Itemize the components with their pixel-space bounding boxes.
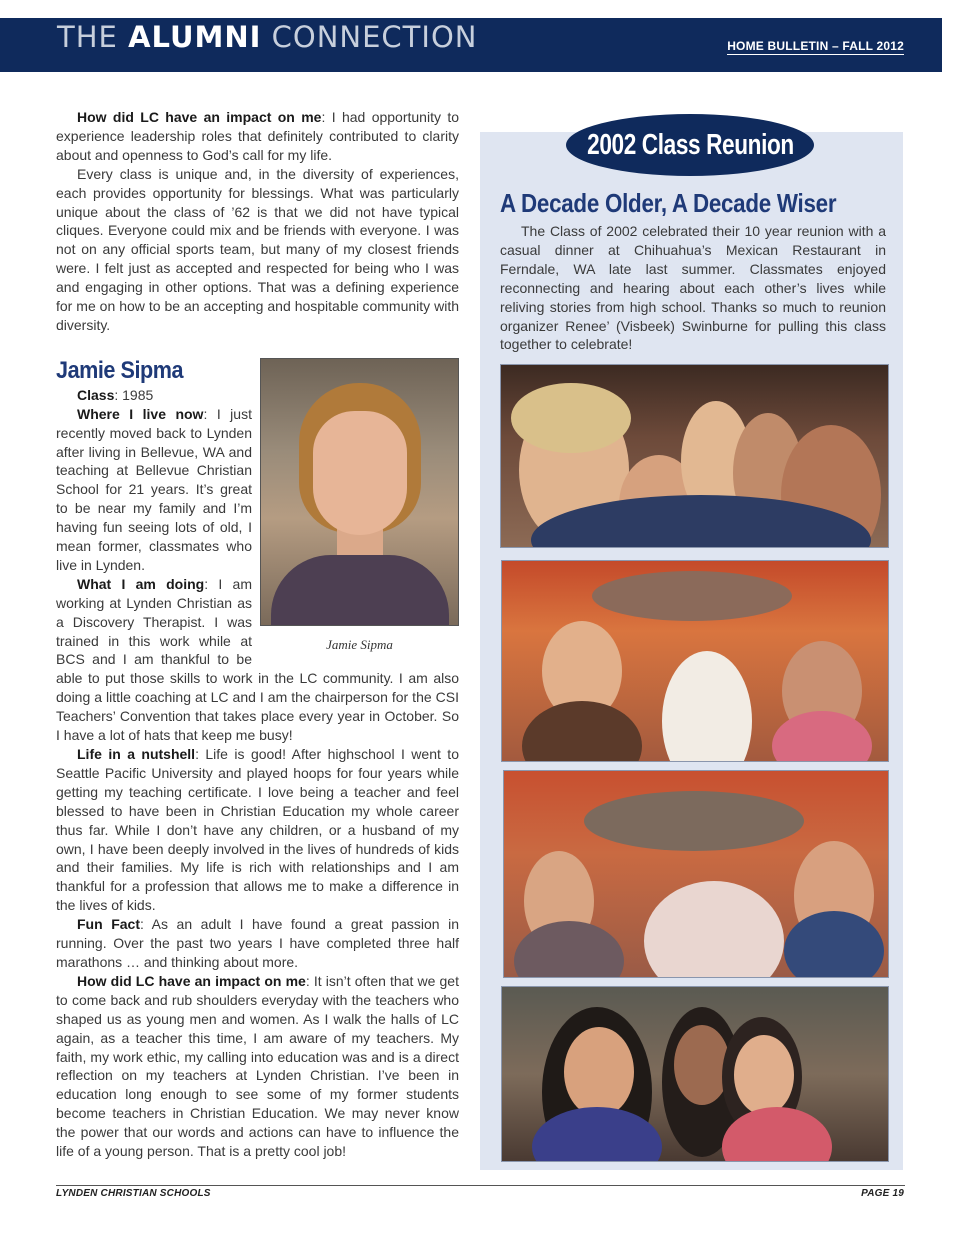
intro-paragraph-2: Every class is unique and, in the diversity of experiences, each provides opportunity for blessings. What was particularly unique about the class of ’62 is that we did not have typical cliques. Everyone could mix and be friends with everyone. I was not on any official sports team, but many of my closest friends were. I felt just as accepted and respected for being who I was and engaging in other options. That was a defining experience for me on how to be an accepting and hospitable community with diversity. [56, 165, 459, 333]
portrait-figure [260, 358, 459, 655]
portrait-photo [260, 358, 459, 626]
reunion-photo-2 [501, 560, 889, 762]
left-column [56, 108, 459, 1161]
person-heading: Jamie Sipma [56, 356, 184, 384]
intro-paragraph: How did LC have an impact on me: I had opportunity to experience leadership roles that definitely contributed to clarity about and openness to God’s call for my life. [56, 109, 460, 163]
reunion-pill: 2002 Class Reunion [566, 114, 814, 176]
reunion-photo-3 [503, 770, 889, 978]
nutshell-paragraph: Life in a nutshell: Life is good! After highschool I went to Seattle Pacific University and played hoops for four years while getting my teaching certificate. I love being a teacher and feel blessed to have been in Christian Education my whole career thus far. While I don’t have any children, or a husband of my own, I have been deeply involved in the lives of hundreds of kids and their families. My life is rich with relationships and I am thankful for a profession that allows me to make a difference in the lives of kids. [56, 746, 459, 914]
doing-paragraph: What I am doing: I am working at Lynden Christian as a Discovery Therapist. I was trained in this work while at BCS and I am thankful to be able to put those skills to work in the LC community. I am also doing a little coaching at LC and I am the chairperson for the CSI Teachers’ Convention that takes place every year in October. So I have a lot of hats that keep me busy! [56, 575, 459, 744]
masthead-title: THE ALUMNI CONNECTION [57, 20, 478, 54]
fun-fact-paragraph: Fun Fact: As an adult I have found a great passion in running. Over the past two years I have completed three half marathons … and thinking about more. [56, 916, 459, 970]
reunion-photo-4 [501, 986, 889, 1162]
photo-caption: Jamie Sipma [326, 636, 393, 652]
class-line: Class: 1985 [77, 386, 154, 403]
issue-label: HOME BULLETIN – FALL 2012 [727, 39, 904, 53]
reunion-heading: A Decade Older, A Decade Wiser [500, 188, 837, 218]
footer-rule [56, 1185, 905, 1186]
live-paragraph: Where I live now: I just recently moved back to Lynden after living in Bellevue, WA and teaching at Bellevue Christian School for 21 years. It’s great to be near my family and I’m having fun seeing lots of old, I mean former, classmates who live in Lynden. [56, 405, 252, 573]
footer-publisher: LYNDEN CHRISTIAN SCHOOLS [56, 1188, 211, 1199]
page-number: PAGE 19 [861, 1188, 904, 1199]
reunion-body: The Class of 2002 celebrated their 10 year reunion with a casual dinner at Chihuahua’s Mexican Restaurant in Ferndale, WA late last summer. Classmates enjoyed reconnecting and hearing about each other’s lives while reliving stories from high school. Thanks so much to reunion organizer Renee’ (Visbeek) Swinburne for pulling this class together to celebrate! [500, 223, 886, 353]
impact-paragraph: How did LC have an impact on me: It isn’t often that we get to come back and rub shoulders everyday with the teachers who shaped us as young men and women. As I walk the halls of LC again, as a teacher this time, I am aware of my teachers. My faith, my work ethic, my calling into education was and is a direct reflection on my teachers at Lynden Christian. I’ve been in education long enough to see some of my former students become teachers in Christian Education. We may never know the power that our words and actions can have to influence the life of a young person. That is a pretty cool job! [56, 972, 459, 1160]
reunion-photo-1 [500, 364, 889, 548]
